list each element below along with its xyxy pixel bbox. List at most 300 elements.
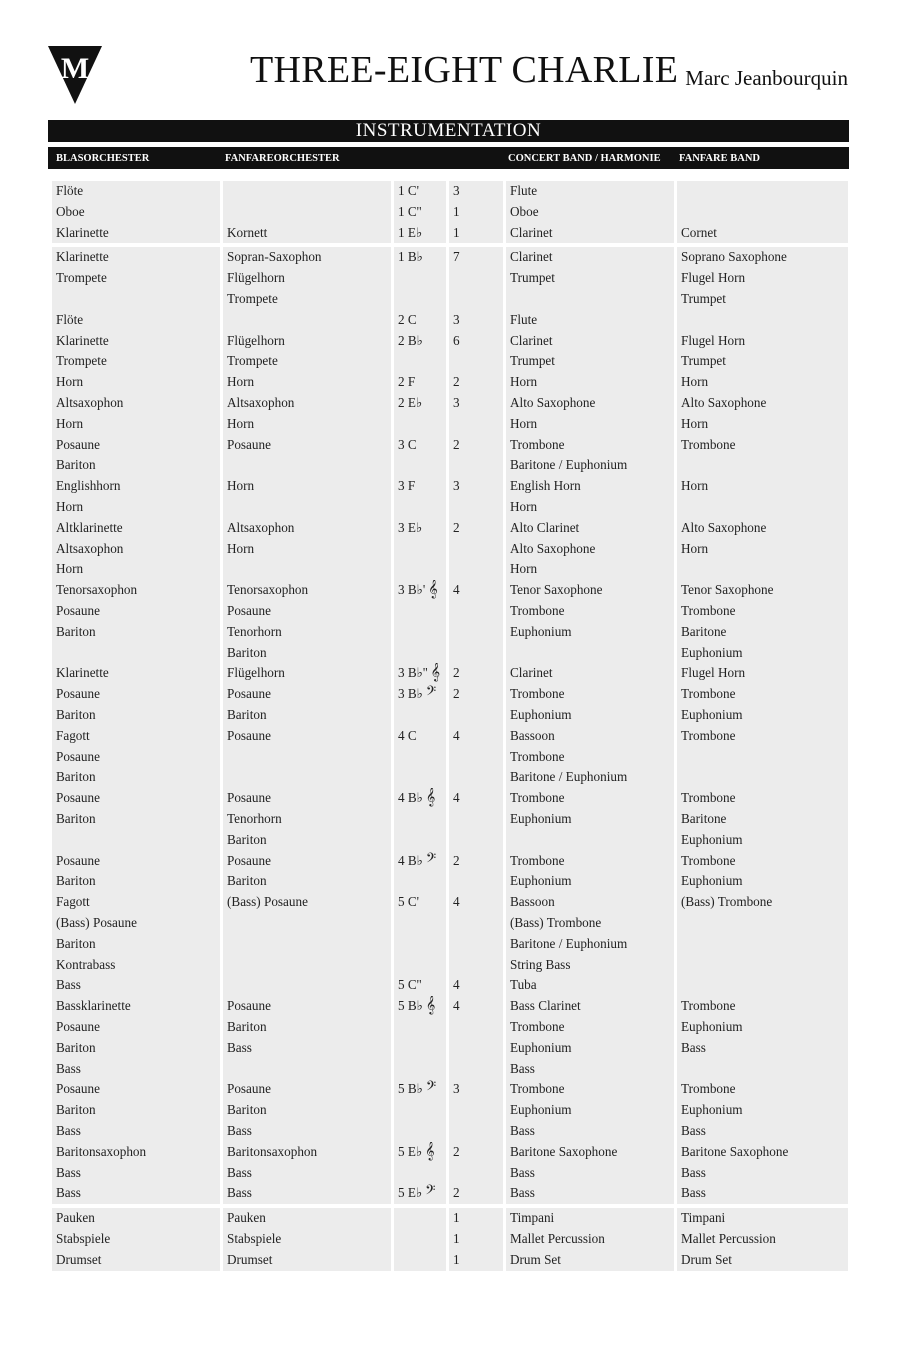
blasorchester-cell-line: Baritonsaxophon (56, 1143, 147, 1159)
concert-band-cell-line: Horn (510, 374, 538, 390)
blasorchester-cell-line: Bariton (56, 457, 96, 473)
table-row (52, 684, 848, 726)
blasorchester-cell-line: Bariton (56, 873, 96, 889)
table-row (52, 310, 848, 331)
part-label: 5 B♭ (398, 998, 423, 1014)
table-row (52, 435, 848, 477)
blasorchester-cell-line: (Bass) Posaune (56, 914, 137, 930)
part-label: 3 B♭' (398, 582, 426, 598)
concert-band-cell-line: Clarinet (510, 665, 553, 681)
blasorchester-cell-line: Horn (56, 415, 84, 431)
table-row (52, 181, 848, 202)
count-cell (449, 996, 503, 1079)
composer-name: Marc Jeanbourquin (685, 66, 848, 90)
fanfare-band-cell (677, 247, 848, 309)
count-cell (449, 1229, 503, 1250)
fanfare-band-cell-line: Tenor Saxophone (681, 582, 774, 598)
blasorchester-cell (52, 1183, 220, 1204)
concert-band-cell-line: Bass Clarinet (510, 998, 581, 1014)
fanfare-band-cell-line: Flugel Horn (681, 332, 746, 348)
count-cell (449, 663, 503, 684)
table-row (52, 996, 848, 1079)
fanfareorchester-cell-line: Posaune (227, 852, 271, 868)
part-label: 3 E♭ (398, 519, 423, 535)
table-row (52, 1183, 848, 1204)
fanfare-band-cell-line: Bass (681, 1185, 706, 1201)
concert-band-cell-line: Alto Saxophone (510, 395, 596, 410)
concert-band-cell-line: Euphonium (510, 810, 572, 826)
bass-clef-icon: 𝄢 (425, 1080, 437, 1098)
part-cell (394, 1142, 446, 1184)
blasorchester-cell (52, 1229, 220, 1250)
count-cell (449, 476, 503, 518)
count-cell (449, 372, 503, 393)
fanfare-band-cell (677, 393, 848, 435)
blasorchester-cell-line: Posaune (56, 602, 100, 618)
table-row (52, 518, 848, 580)
fanfareorchester-cell (223, 247, 391, 309)
concert-band-cell-line: Clarinet (510, 332, 553, 348)
blasorchester-cell-line: Klarinette (56, 665, 109, 681)
fanfareorchester-cell-line: Altsaxophon (227, 395, 295, 410)
part-label: 1 C' (398, 183, 420, 198)
concert-band-cell (506, 851, 674, 893)
fanfareorchester-cell (223, 1183, 391, 1204)
concert-band-cell (506, 435, 674, 477)
part-label: 3 B♭ (398, 686, 423, 702)
fanfareorchester-cell-line: Posaune (227, 1081, 271, 1097)
concert-band-cell-line: Horn (510, 415, 538, 431)
blasorchester-cell (52, 223, 220, 244)
count-cell (449, 851, 503, 893)
concert-band-cell-line: Clarinet (510, 249, 553, 265)
part-label: 5 E♭ (398, 1185, 423, 1201)
blasorchester-cell (52, 1079, 220, 1141)
blasorchester-cell-line: Posaune (56, 852, 100, 868)
count-cell (449, 726, 503, 788)
fanfare-band-cell-line: Baritone (681, 623, 727, 639)
fanfareorchester-cell-line: Flügelhorn (227, 332, 285, 348)
fanfare-band-cell (677, 310, 848, 331)
fanfareorchester-cell-line: Bass (227, 1039, 252, 1055)
blasorchester-cell-line: Bariton (56, 769, 96, 785)
concert-band-cell (506, 788, 674, 850)
part-cell (394, 996, 446, 1079)
blasorchester-cell (52, 202, 220, 223)
fanfareorchester-cell-line: Bass (227, 1185, 252, 1201)
blasorchester-cell (52, 684, 220, 726)
part-label: 2 E♭ (398, 395, 423, 410)
table-row (52, 788, 848, 850)
fanfareorchester-cell-line: Horn (227, 478, 255, 494)
concert-band-cell (506, 181, 674, 202)
blasorchester-cell-line: Stabspiele (56, 1231, 111, 1246)
part-cell (394, 518, 446, 580)
player-count: 2 (453, 519, 460, 535)
concert-band-cell-line: Trumpet (510, 270, 555, 286)
player-count: 2 (453, 665, 460, 681)
fanfareorchester-cell (223, 1208, 391, 1229)
player-count: 2 (453, 686, 460, 702)
count-cell (449, 1142, 503, 1184)
table-row (52, 1229, 848, 1250)
concert-band-cell-line: Trombone (510, 686, 565, 702)
blasorchester-cell (52, 247, 220, 309)
part-cell (394, 393, 446, 435)
part-label: 1 C'' (398, 203, 422, 219)
fanfare-band-cell-line: Mallet Percussion (681, 1231, 776, 1246)
concert-band-cell-line: Baritone Saxophone (510, 1143, 618, 1159)
part-label: 5 E♭ (398, 1143, 423, 1159)
part-cell (394, 223, 446, 244)
fanfareorchester-cell-line: Horn (227, 415, 255, 431)
concert-band-cell-line: English Horn (510, 478, 581, 494)
concert-band-cell (506, 996, 674, 1079)
part-cell (394, 372, 446, 393)
concert-band-cell-line: Baritone / Euphonium (510, 457, 628, 473)
blasorchester-cell (52, 892, 220, 975)
fanfareorchester-cell-line: Altsaxophon (227, 519, 295, 535)
blasorchester-cell-line: Bass (56, 1164, 81, 1180)
blasorchester-cell-line: Posaune (56, 686, 100, 702)
table-row (52, 975, 848, 996)
blasorchester-cell-line: Trompete (56, 353, 107, 369)
fanfareorchester-cell (223, 663, 391, 684)
count-cell (449, 518, 503, 580)
concert-band-cell (506, 247, 674, 309)
section-banner: INSTRUMENTATION (48, 120, 849, 142)
fanfareorchester-cell-line: Drumset (227, 1251, 273, 1267)
blasorchester-cell (52, 181, 220, 202)
fanfare-band-cell (677, 1183, 848, 1204)
part-label: 3 F (398, 478, 416, 494)
fanfareorchester-cell (223, 393, 391, 435)
fanfare-band-cell (677, 1229, 848, 1250)
fanfareorchester-cell-line: Tenorsaxophon (227, 582, 309, 598)
fanfare-band-cell (677, 476, 848, 518)
fanfareorchester-cell-line: Tenorhorn (227, 623, 282, 639)
treble-clef-icon: 𝄞 (425, 997, 436, 1015)
bass-clef-icon: 𝄢 (425, 685, 437, 703)
fanfare-band-cell-line: Trumpet (681, 290, 726, 306)
blasorchester-cell-line: Bariton (56, 1102, 96, 1118)
concert-band-cell-line: Trombone (510, 602, 565, 618)
column-header-concert-band: CONCERT BAND / HARMONIE (508, 153, 661, 164)
concert-band-cell (506, 663, 674, 684)
blasorchester-cell (52, 975, 220, 996)
player-count: 6 (453, 332, 460, 348)
fanfareorchester-cell (223, 518, 391, 580)
column-header-blasorchester: BLASORCHESTER (56, 153, 150, 164)
blasorchester-cell-line: Oboe (56, 203, 85, 219)
table-row (52, 331, 848, 373)
concert-band-cell-line: Bassoon (510, 894, 555, 910)
concert-band-cell-line: Alto Clarinet (510, 519, 580, 535)
fanfare-band-cell (677, 372, 848, 393)
player-count: 3 (453, 311, 460, 327)
count-cell (449, 223, 503, 244)
part-cell (394, 331, 446, 373)
fanfareorchester-cell (223, 851, 391, 893)
table-row (52, 476, 848, 518)
table-row (52, 726, 848, 788)
player-count: 4 (453, 894, 460, 910)
fanfare-band-cell (677, 1208, 848, 1229)
fanfare-band-cell-line: Trombone (681, 686, 736, 702)
treble-clef-icon: 𝄞 (425, 1142, 435, 1160)
fanfareorchester-cell (223, 476, 391, 518)
blasorchester-cell (52, 580, 220, 663)
fanfare-band-cell (677, 518, 848, 580)
fanfare-band-cell-line: Drum Set (681, 1251, 732, 1267)
part-label: 2 F (398, 374, 416, 390)
fanfare-band-cell-line: Alto Saxophone (681, 519, 767, 535)
fanfare-band-cell (677, 996, 848, 1079)
blasorchester-cell (52, 393, 220, 435)
logo-letter: M (60, 52, 90, 85)
fanfareorchester-cell-line: Bariton (227, 706, 267, 722)
part-label: 2 C (398, 311, 417, 327)
blasorchester-cell-line: Horn (56, 561, 84, 577)
concert-band-cell-line: Horn (510, 561, 538, 577)
part-label: 4 B♭ (398, 790, 423, 806)
concert-band-cell-line: Oboe (510, 203, 539, 219)
fanfareorchester-cell-line: Posaune (227, 998, 271, 1014)
count-cell (449, 1079, 503, 1141)
fanfareorchester-cell (223, 1079, 391, 1141)
fanfareorchester-cell-line: Bariton (227, 873, 267, 889)
player-count: 1 (453, 203, 460, 219)
fanfare-band-cell (677, 580, 848, 663)
part-cell (394, 476, 446, 518)
blasorchester-cell-line: Bass (56, 977, 81, 993)
part-cell (394, 1079, 446, 1141)
blasorchester-cell (52, 1142, 220, 1184)
fanfareorchester-cell-line: Flügelhorn (227, 270, 285, 286)
concert-band-cell-line: Trombone (510, 748, 565, 764)
fanfareorchester-cell (223, 726, 391, 788)
blasorchester-cell-line: Altklarinette (56, 519, 123, 535)
concert-band-cell-line: String Bass (510, 956, 571, 972)
fanfare-band-cell-line: Trombone (681, 998, 736, 1014)
concert-band-cell-line: Horn (510, 498, 538, 514)
fanfare-band-cell-line: Trombone (681, 852, 736, 868)
fanfareorchester-cell (223, 996, 391, 1079)
blasorchester-cell-line: Bass (56, 1060, 81, 1076)
count-cell (449, 181, 503, 202)
blasorchester-cell-line: Kontrabass (56, 956, 116, 972)
table-row (52, 851, 848, 893)
blasorchester-cell-line: Drumset (56, 1251, 102, 1267)
fanfareorchester-cell-line: Pauken (227, 1210, 266, 1226)
concert-band-cell (506, 580, 674, 663)
fanfareorchester-cell-line: Posaune (227, 602, 271, 618)
fanfare-band-cell-line: Alto Saxophone (681, 395, 767, 410)
concert-band-cell (506, 393, 674, 435)
concert-band-cell-line: Baritone / Euphonium (510, 769, 628, 785)
part-cell (394, 181, 446, 202)
fanfare-band-cell-line: (Bass) Trombone (681, 894, 773, 910)
concert-band-cell-line: Timpani (510, 1210, 555, 1226)
fanfare-band-cell-line: Horn (681, 478, 709, 494)
count-cell (449, 331, 503, 373)
treble-clef-icon: 𝄞 (425, 789, 436, 807)
blasorchester-cell-line: Bass (56, 1122, 81, 1138)
blasorchester-cell-line: Pauken (56, 1210, 95, 1226)
fanfareorchester-cell-line: Horn (227, 374, 255, 390)
concert-band-cell-line: Euphonium (510, 623, 572, 639)
fanfareorchester-cell-line: Kornett (227, 224, 268, 240)
fanfare-band-cell (677, 181, 848, 202)
part-cell (394, 580, 446, 663)
player-count: 2 (453, 374, 460, 390)
fanfare-band-cell-line: Timpani (681, 1210, 726, 1226)
count-cell (449, 393, 503, 435)
fanfare-band-cell (677, 851, 848, 893)
fanfareorchester-cell-line: Bass (227, 1164, 252, 1180)
player-count: 1 (453, 1210, 460, 1226)
count-cell (449, 435, 503, 477)
fanfare-band-cell (677, 435, 848, 477)
fanfare-band-cell (677, 223, 848, 244)
part-cell (394, 1250, 446, 1271)
bass-clef-icon: 𝄢 (425, 851, 437, 869)
blasorchester-cell-line: Bariton (56, 810, 96, 826)
concert-band-cell-line: Tenor Saxophone (510, 582, 603, 598)
fanfare-band-cell-line: Horn (681, 374, 709, 390)
count-cell (449, 247, 503, 309)
column-header-fanfareorchester: FANFAREORCHESTER (225, 153, 340, 164)
player-count: 3 (453, 1081, 460, 1097)
concert-band-cell-line: Flute (510, 311, 538, 327)
fanfareorchester-cell (223, 975, 391, 996)
blasorchester-cell-line: Bariton (56, 706, 96, 722)
blasorchester-cell-line: Bariton (56, 1039, 96, 1055)
part-label: 1 B♭ (398, 249, 423, 265)
player-count: 2 (453, 436, 460, 452)
part-cell (394, 788, 446, 850)
column-header-row (48, 147, 849, 169)
blasorchester-cell-line: Horn (56, 498, 84, 514)
concert-band-cell-line: Euphonium (510, 1102, 572, 1118)
player-count: 7 (453, 249, 460, 265)
concert-band-cell (506, 1142, 674, 1184)
concert-band-cell-line: (Bass) Trombone (510, 914, 602, 930)
fanfare-band-cell-line: Soprano Saxophone (681, 249, 787, 265)
concert-band-cell (506, 518, 674, 580)
concert-band-cell (506, 310, 674, 331)
blasorchester-cell-line: Altsaxophon (56, 395, 124, 410)
concert-band-cell (506, 975, 674, 996)
blasorchester-cell-line: Flöte (56, 311, 84, 327)
concert-band-cell (506, 726, 674, 788)
blasorchester-cell-line: Posaune (56, 748, 100, 764)
concert-band-cell-line: Trombone (510, 436, 565, 452)
fanfareorchester-cell-line: Posaune (227, 686, 271, 702)
fanfare-band-cell (677, 663, 848, 684)
concert-band-cell (506, 202, 674, 223)
fanfare-band-cell (677, 1250, 848, 1271)
part-cell (394, 975, 446, 996)
part-label: 2 B♭ (398, 332, 423, 348)
fanfare-band-cell-line: Euphonium (681, 873, 743, 889)
player-count: 4 (453, 790, 460, 806)
blasorchester-cell-line: Horn (56, 374, 84, 390)
fanfareorchester-cell (223, 223, 391, 244)
fanfareorchester-cell-line: Flügelhorn (227, 665, 285, 681)
part-label: 1 E♭ (398, 224, 423, 240)
concert-band-cell-line: Tuba (510, 977, 537, 993)
table-row (52, 247, 848, 309)
blasorchester-cell (52, 331, 220, 373)
blasorchester-cell-line: Klarinette (56, 249, 109, 265)
part-label: 4 C (398, 727, 417, 743)
fanfareorchester-cell-line: Sopran-Saxophon (227, 249, 322, 265)
blasorchester-cell (52, 518, 220, 580)
player-count: 3 (453, 478, 460, 494)
treble-clef-icon: 𝄞 (428, 581, 438, 599)
fanfare-band-cell-line: Trumpet (681, 353, 726, 369)
fanfare-band-cell-line: Trombone (681, 602, 736, 618)
fanfareorchester-cell-line: Tenorhorn (227, 810, 282, 826)
fanfare-band-cell (677, 788, 848, 850)
concert-band-cell (506, 1079, 674, 1141)
concert-band-cell (506, 1183, 674, 1204)
fanfareorchester-cell-line: Baritonsaxophon (227, 1143, 318, 1159)
concert-band-cell-line: Euphonium (510, 706, 572, 722)
fanfare-band-cell-line: Bass (681, 1164, 706, 1180)
fanfareorchester-cell (223, 372, 391, 393)
concert-band-cell (506, 331, 674, 373)
table-row (52, 663, 848, 684)
table-row (52, 202, 848, 223)
part-cell (394, 726, 446, 788)
concert-band-cell (506, 892, 674, 975)
fanfareorchester-cell-line: Bariton (227, 1102, 267, 1118)
concert-band-cell-line: Trombone (510, 852, 565, 868)
treble-clef-icon: 𝄞 (430, 664, 441, 682)
part-label: 3 C (398, 436, 417, 452)
fanfareorchester-cell (223, 202, 391, 223)
triangle-logo-icon (48, 46, 102, 104)
fanfare-band-cell (677, 892, 848, 975)
blasorchester-cell-line: Fagott (56, 727, 90, 743)
concert-band-cell-line: Bass (510, 1060, 535, 1076)
fanfareorchester-cell-line: Bariton (227, 644, 267, 660)
table-row (52, 1208, 848, 1229)
blasorchester-cell-line: Englishhorn (56, 478, 121, 494)
player-count: 1 (453, 224, 460, 240)
concert-band-cell-line: Euphonium (510, 873, 572, 889)
player-count: 1 (453, 1231, 460, 1246)
player-count: 2 (453, 852, 460, 868)
part-label: 4 B♭ (398, 852, 423, 868)
part-label: 5 C' (398, 894, 420, 910)
concert-band-cell-line: Bass (510, 1185, 535, 1201)
blasorchester-cell-line: Bass (56, 1185, 81, 1201)
part-cell (394, 202, 446, 223)
part-cell (394, 435, 446, 477)
fanfare-band-cell-line: Cornet (681, 224, 717, 240)
concert-band-cell (506, 1208, 674, 1229)
table-row (52, 372, 848, 393)
fanfare-band-cell-line: Trombone (681, 1081, 736, 1097)
part-cell (394, 851, 446, 893)
concert-band-cell-line: Trumpet (510, 353, 555, 369)
table-row (52, 1079, 848, 1141)
part-cell (394, 1183, 446, 1204)
concert-band-cell-line: Clarinet (510, 224, 553, 240)
